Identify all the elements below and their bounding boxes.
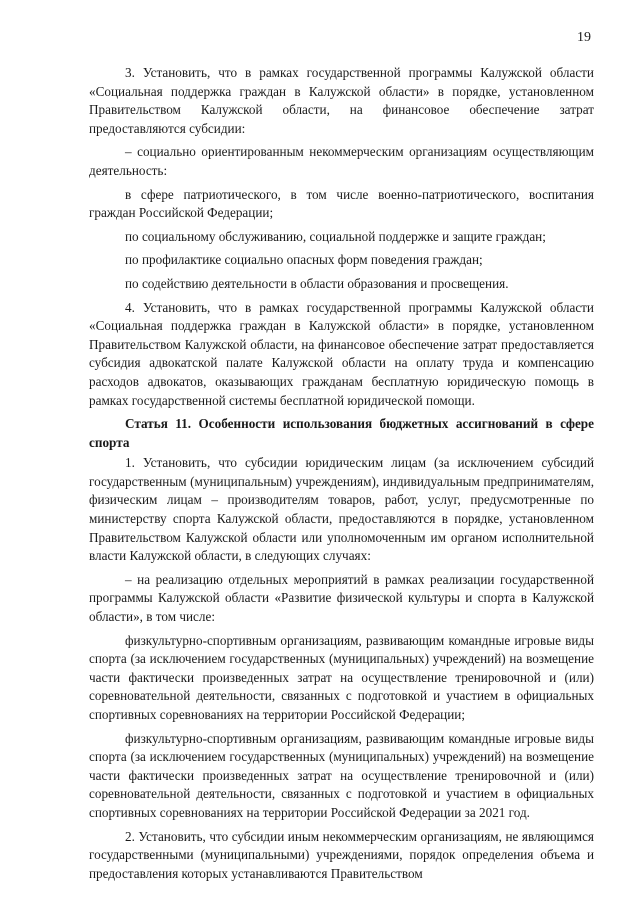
article-heading: Статья 11. Особенности использования бюджетных ассигнований в сфере спорта <box>89 416 594 450</box>
paragraph: по социальному обслуживанию, социальной поддержке и защите граждан; <box>125 228 546 244</box>
paragraph: – на реализацию отдельных мероприятий в рамках реализации государственной программы Калужской области «Развитие физической культуры и спорта в Калужской области», в том числе: <box>89 571 594 625</box>
paragraph: в сфере патриотического, в том числе военно-патриотического, воспитания граждан Российской Федерации; <box>89 186 594 221</box>
paragraph: по содействию деятельности в области образования и просвещения. <box>125 275 509 291</box>
page-number: 19 <box>577 30 591 45</box>
paragraph: 4. Установить, что в рамках государственной программы Калужской области «Социальная поддержка граждан в Калужской области» в порядке, установленном Правительством Калужской области, на финансовое обеспечение затрат предоставляется субсидия адвокатской палате Калужской области на оплату труда и компенсацию расходов адвокатов, оказывающих гражданам бесплатную юридическую помощь в рамках государственной системы бесплатной юридической помощи. <box>89 299 594 408</box>
paragraph: 3. Установить, что в рамках государственной программы Калужской области «Социальная поддержка граждан в Калужской области» в порядке, установленном Правительством Калужской области, на финансовое обеспечение затрат предоставляются субсидии: <box>89 65 594 136</box>
paragraph: – социально ориентированным некоммерческим организациям осуществляющим деятельность: <box>89 144 594 178</box>
paragraph: 1. Установить, что субсидии юридическим лицам (за исключением субсидий государственным (муниципальным) учреждениям), индивидуальным предпринимателям, физическим лицам – производителям товаров, работ, услуг, предусмотренные по министерству спорта Калужской области, предоставляются в порядке, установленном Правительством Калужской области или уполномоченным им органом исполнительной власти Калужской области, в следующих случаях: <box>89 455 594 564</box>
paragraph: физкультурно-спортивным организациям, развивающим командные игровые виды спорта (за исключением государственных (муниципальных) учреждений) на возмещение части фактически произведенных затрат на осуществление тренировочной и (или) соревновательной деятельности, связанных с подготовкой и участием в официальных спортивных соревнованиях на территории Российской Федерации за 2021 год. <box>89 730 594 820</box>
paragraph: физкультурно-спортивным организациям, развивающим командные игровые виды спорта (за исключением государственных (муниципальных) учреждений) на возмещение части фактически произведенных затрат на осуществление тренировочной и (или) соревновательной деятельности, связанных с подготовкой и участием в официальных спортивных соревнованиях на территории Российской Федерации; <box>89 632 594 722</box>
document-body <box>89 64 594 888</box>
paragraph: по профилактике социально опасных форм поведения граждан; <box>125 252 483 268</box>
paragraph: 2. Установить, что субсидии иным некоммерческим организациям, не являющимся государственными (муниципальными) учреждениями, порядок определения объема и предоставления которых устанавливаются Правительством <box>89 828 594 881</box>
